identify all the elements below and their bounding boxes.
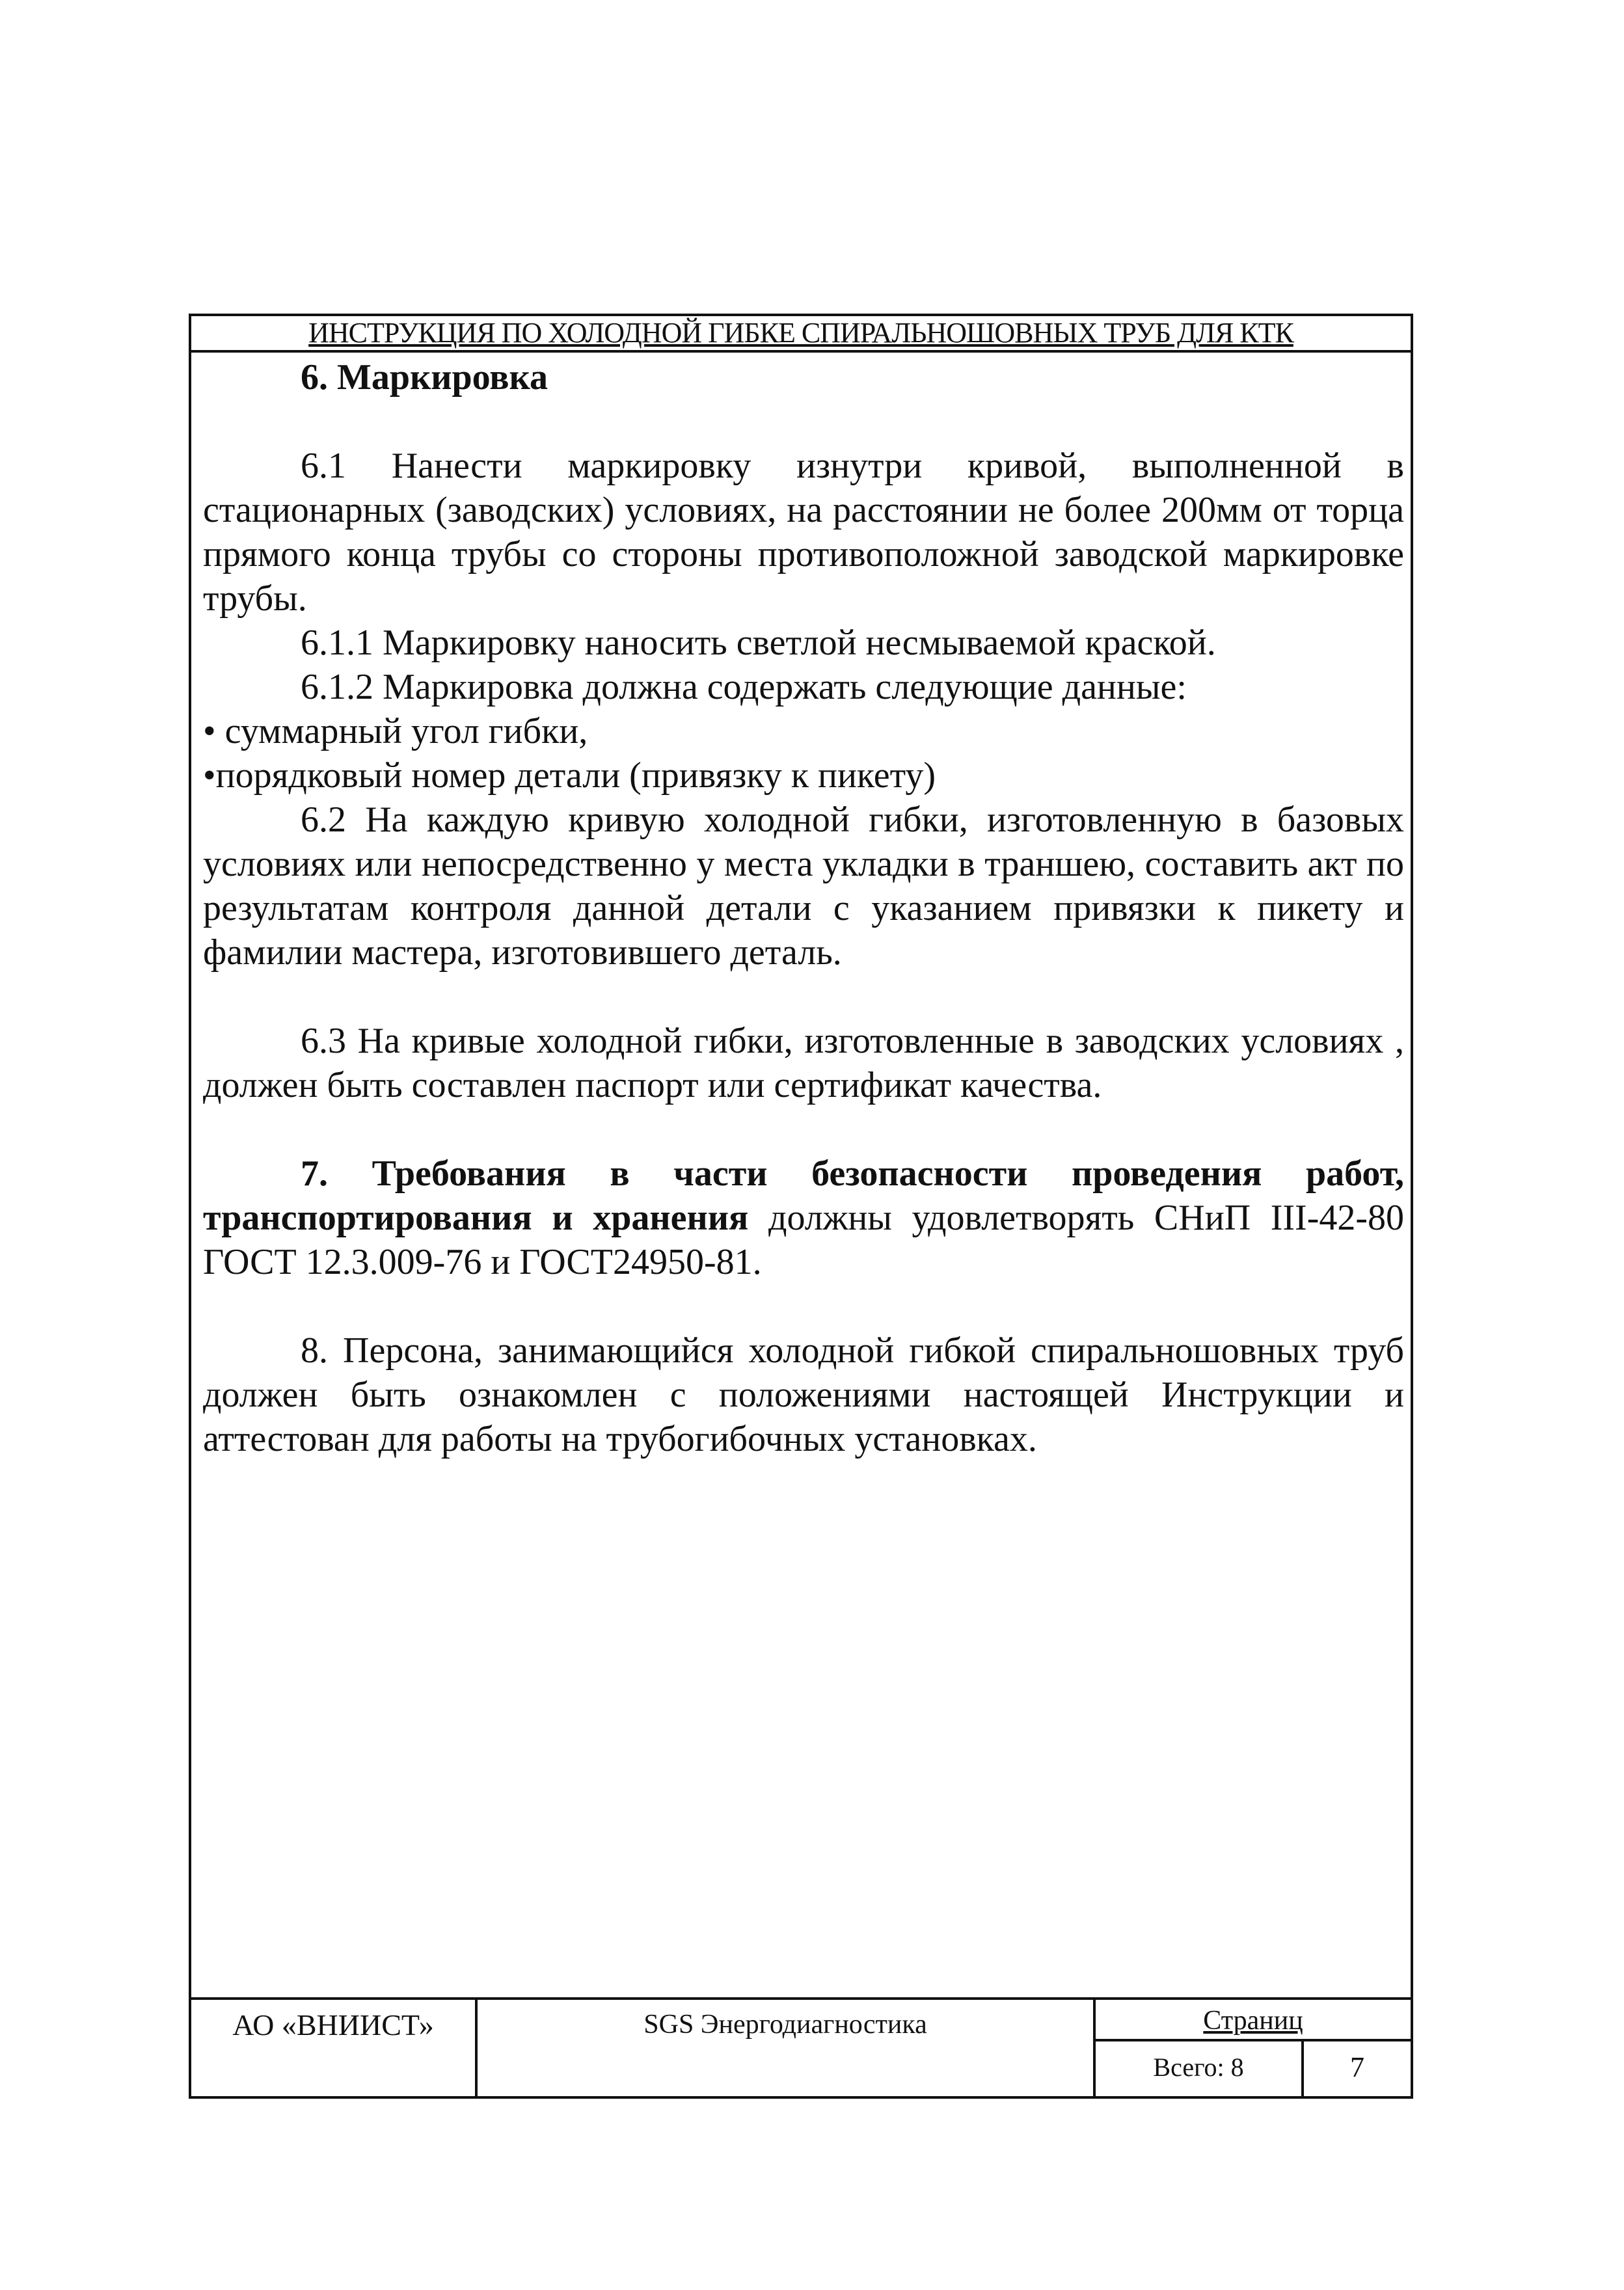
pages-total: Всего: 8: [1096, 2041, 1304, 2096]
section-7-heading: 7. Требования в части безопасности проведения работ, транспортирования и хранения: [203, 1153, 1404, 1238]
paragraph-6-1: 6.1 Нанести маркировку изнутри кривой, выполненной в стационарных (заводских) условиях, на расстоянии не более 200мм от торца прямого конца трубы со стороны противоположной заводской маркировке трубы.: [203, 446, 1404, 619]
bullet-item-1: • суммарный угол гибки,: [203, 711, 588, 751]
bullet-item-2: •порядковый номер детали (привязку к пикету): [203, 755, 936, 796]
paragraph-6-1-1: 6.1.1 Маркировку наносить светлой несмываемой краской.: [301, 623, 1216, 663]
document-body: [203, 355, 1404, 1461]
company-cell: SGS Энергодиагностика: [478, 2000, 1096, 2096]
paragraph-6-2: 6.2 На каждую кривую холодной гибки, изготовленную в базовых условиях или непосредственно у места укладки в траншею, составить акт по результатам контроля данной детали с указанием привязки к пикету и фамилии мастера, изготовившего деталь.: [203, 800, 1404, 973]
title-block: [191, 1997, 1411, 2096]
spacer: [203, 399, 1404, 444]
spacer: [203, 1107, 1404, 1152]
page-number: 7: [1350, 2051, 1364, 2083]
paragraph-8: 8. Персона, занимающийся холодной гибкой спиральношовных труб должен быть ознакомлен с положениями настоящей Инструкции и аттестован для работы на трубогибочных установках.: [203, 1330, 1404, 1459]
document-header: ИНСТРУКЦИЯ ПО ХОЛОДНОЙ ГИБКЕ СПИРАЛЬНОШОВНЫХ ТРУБ ДЛЯ КТК: [191, 316, 1411, 353]
paragraph-6-1-2: 6.1.2 Маркировка должна содержать следующие данные:: [301, 667, 1187, 707]
paragraph-6-3: 6.3 На кривые холодной гибки, изготовленные в заводских условиях , должен быть составлен паспорт или сертификат качества.: [203, 1021, 1404, 1105]
spacer: [203, 975, 1404, 1019]
document-frame: [189, 314, 1413, 2099]
pages-cell: [1096, 2000, 1411, 2096]
section-6-title: 6. Маркировка: [301, 357, 548, 397]
spacer: [203, 1284, 1404, 1328]
pages-label: Страниц: [1096, 2000, 1411, 2041]
paragraph-7: [203, 1152, 1404, 1284]
section-7-text: должны удовлетворять СНиП III-42-80 ГОСТ 12.3.009-76 и ГОСТ24950-81.: [203, 1198, 1404, 1282]
organization-cell: АО «ВНИИСТ»: [191, 2000, 478, 2096]
